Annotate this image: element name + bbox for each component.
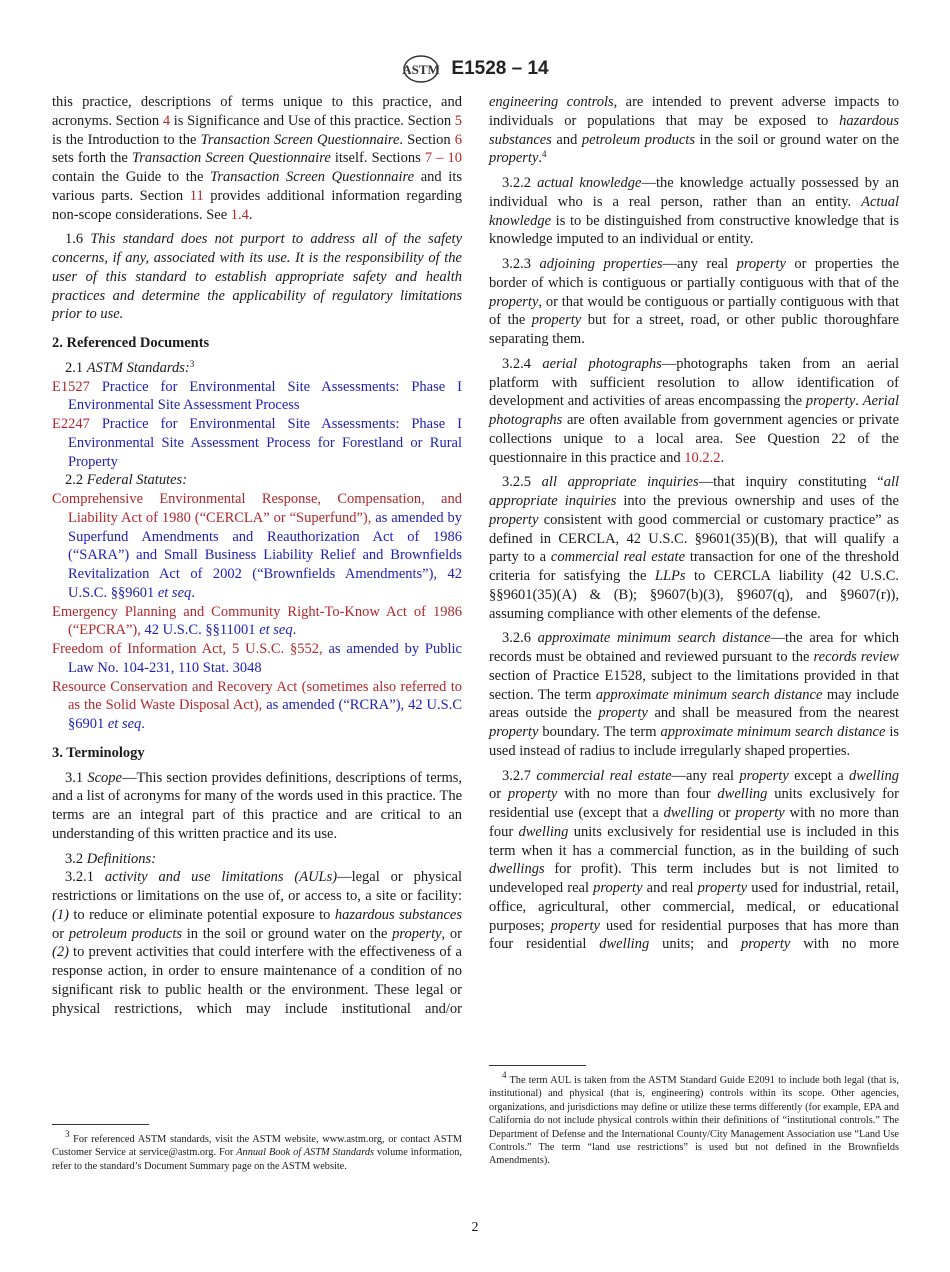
paragraph <box>489 473 899 623</box>
text-run: used for residential purposes that has more than four residential <box>489 917 899 953</box>
text-run: dwelling <box>717 786 768 803</box>
text-run: property <box>507 786 558 803</box>
footnote-divider <box>52 1124 149 1125</box>
reference-entry <box>52 490 462 603</box>
text-run: all appropriate inquiries <box>489 474 899 509</box>
footnote-4 <box>489 1070 899 1168</box>
paragraph <box>52 850 462 869</box>
text-run: ASTM Standards: <box>86 359 190 376</box>
text-run: units; and <box>649 936 741 953</box>
text-run: to CERCLA liability (42 U.S.C. §§9601(35)(A) & (B); §9607(b)(3), §9607(q), and §9607(r)), assuming compliance with other elements of the defense. <box>489 568 900 622</box>
paragraph <box>489 629 899 760</box>
text-run: engineering controls <box>489 94 614 110</box>
text-run: 3.2.7 <box>502 767 537 784</box>
text-run: and its various parts. Section <box>52 169 463 204</box>
text-run: or properties the border of which is contiguous or partially contiguous with that of the <box>489 256 900 291</box>
text-run: consistent with good commercial or customary practice” as defined in CERCLA, 42 U.S.C. §9601(35)(B), that will qualify a party to a <box>489 511 899 566</box>
reference-link[interactable]: et seq <box>259 622 293 639</box>
text-run: —photographs taken from an aerial platform with sufficient resolution to allow identification of development and activities of areas encompassing the <box>489 355 900 410</box>
text-run: sets forth the <box>52 150 132 167</box>
reference-link[interactable]: 10.2.2 <box>684 449 721 466</box>
text-run: property <box>531 312 582 329</box>
text-run: for profit). This term includes but is not limited to undeveloped real <box>489 861 899 896</box>
text-run: LLPs <box>654 568 686 584</box>
paragraph <box>52 868 462 1018</box>
text-run: activity and use limitations (AULs) <box>104 869 338 886</box>
text-run: except a <box>788 767 850 784</box>
reference-link[interactable]: 1.4 <box>230 206 249 223</box>
text-run: . Section <box>399 131 455 148</box>
text-run: Definitions: <box>86 850 157 867</box>
section-heading <box>52 744 462 763</box>
text-run: property <box>550 917 600 934</box>
page-header <box>0 54 950 86</box>
text-run: 3.2.3 <box>502 256 540 272</box>
footnote-divider <box>489 1065 586 1066</box>
paragraph <box>52 471 462 490</box>
text-run: 3.2.2 <box>502 175 538 191</box>
reference-link[interactable]: 11 <box>189 187 204 204</box>
reference-link[interactable]: 7 – 10 <box>424 150 462 167</box>
text-run: commercial real estate <box>536 767 672 784</box>
text-run: petroleum products <box>581 131 695 148</box>
reference-link[interactable]: . <box>141 716 145 732</box>
text-run: property <box>736 256 786 272</box>
text-run: property <box>489 293 539 310</box>
text-run: 3.2.6 <box>502 630 538 647</box>
text-run: approximate minimum search distance <box>537 630 771 647</box>
text-run: 3. Terminology <box>52 744 145 761</box>
reference-link[interactable]: as amended by Superfund Amendments and Reauthorization Act of 1986 (“SARA”) and Small Business Liability Relief and Brownfields Revitalization Act of 2002 (“Brownfields Amendments”), 42 U.S.C. §§9601 <box>68 509 462 601</box>
text-run: commercial real estate <box>550 549 686 566</box>
text-run: may include areas outside the <box>489 686 899 722</box>
text-run: dwellings <box>489 861 545 878</box>
text-run: is used instead of radius to include irregularly shaped properties. <box>489 724 900 759</box>
text-run: adjoining properties <box>539 256 663 272</box>
text-run: —the knowledge actually possessed by an individual who is a real person, rather than an entity. <box>489 175 899 210</box>
page-number: 2 <box>471 1220 479 1235</box>
text-run: and shall be measured from the nearest <box>647 705 899 722</box>
paragraph <box>52 230 462 324</box>
text-run: 3.2 <box>65 850 87 867</box>
text-run: Actual knowledge <box>489 193 899 229</box>
paragraph <box>489 174 899 249</box>
text-run: volume information, refer to the standard’s Document Summary page on the ASTM website. <box>52 1147 462 1172</box>
text-run: This standard does not purport to address all of the safety concerns, if any, associated with its use. It is the responsibility of the user of this standard to establish appropriate safety and health practices and determine the applicability of regulatory limitations prior to use. <box>52 231 462 323</box>
text-run: —the area for which records must be obtained and reviewed pursuant to the <box>489 630 899 665</box>
text-run: dwelling <box>599 936 650 953</box>
paragraph <box>52 769 462 844</box>
paragraph <box>489 767 899 955</box>
reference-entry <box>52 640 462 678</box>
text-run: , or <box>441 925 462 942</box>
text-run: 2. Referenced Documents <box>52 335 210 351</box>
text-run: this practice, descriptions of terms unique to this practice, and acronyms. Section <box>52 94 462 129</box>
text-run: are often available from government agencies or private collections unique to a local area. See Question 22 of the questionnaire in this practice and <box>489 412 899 466</box>
text-run: Transaction Screen Questionnaire <box>210 169 415 185</box>
reference-entry <box>52 603 462 641</box>
text-run: or <box>52 925 69 942</box>
reference-link[interactable]: et seq <box>157 584 192 601</box>
reference-link[interactable]: 6 <box>454 131 462 148</box>
text-run: property <box>805 393 856 410</box>
reference-link[interactable]: Freedom of Information Act, 5 U.S.C. §552, <box>52 641 323 657</box>
document-id: E1528 – 14 <box>451 58 549 79</box>
text-run: 2.1 <box>65 359 87 376</box>
paragraph <box>489 255 899 349</box>
reference-link[interactable]: as amended (“RCRA”), 42 U.S.C §6901 <box>68 697 463 732</box>
right-column <box>489 93 899 960</box>
text-run: Transaction Screen Questionnaire <box>200 131 400 148</box>
reference-link[interactable]: Resource Conservation and Recovery Act (sometimes also referred to as the Solid Waste Disposal Act), <box>52 678 462 714</box>
section-heading <box>52 334 462 353</box>
text-run: , are intended to prevent adverse impacts to individuals or populations that may be exposed to <box>489 94 900 129</box>
text-run: approximate minimum search distance <box>595 686 823 703</box>
reference-link[interactable]: E1527 <box>52 378 90 395</box>
text-run: . <box>855 393 863 410</box>
text-run: contain the Guide to the <box>52 169 211 185</box>
text-run: with no more than four <box>557 786 718 803</box>
text-run: 3.2.4 <box>502 355 543 372</box>
reference-link[interactable]: 42 U.S.C. §§11001 <box>140 622 260 639</box>
reference-link[interactable]: E2247 <box>52 416 90 432</box>
text-run: records review <box>813 649 899 665</box>
text-run: units exclusively for residential use (except that a <box>489 786 899 821</box>
text-run: and real <box>642 880 698 896</box>
text-run: . <box>720 449 725 466</box>
text-run: actual knowledge <box>537 175 642 191</box>
footnote-ref[interactable]: 3 <box>189 358 195 369</box>
text-run: aerial photographs <box>542 355 662 372</box>
paragraph <box>52 359 462 378</box>
left-column <box>52 93 462 1024</box>
text-run: property <box>740 936 791 953</box>
text-run: 3.2.5 <box>502 474 542 491</box>
text-run: or <box>489 786 508 803</box>
text-run: Annual Book of ASTM Standards <box>236 1147 374 1159</box>
reference-link[interactable]: . <box>191 584 195 601</box>
text-run: but for a street, road, or other public thoroughfare separating them. <box>489 312 899 347</box>
text-run: property <box>598 705 648 722</box>
text-run: is to be distinguished from constructive knowledge that is knowledge imputed to an individual or entity. <box>489 212 899 248</box>
text-run: property <box>489 724 539 740</box>
text-run: , or that would be contiguous or partially contiguous with that of the <box>489 293 899 329</box>
text-run: Transaction Screen Questionnaire <box>131 150 331 167</box>
reference-link[interactable]: 5 <box>454 112 462 129</box>
text-run: with no more than four <box>489 805 899 840</box>
text-run: (2) <box>52 944 69 961</box>
text-run: to prevent activities that could interfere with the effectiveness of a response action, in order to ensure maintenance of a condition of no significant risk to public health or the environment. These legal or physical restrictions, which may include institutional and/or <box>52 944 462 1017</box>
paragraph <box>52 93 462 224</box>
text-run: hazardous substances <box>334 906 462 923</box>
text-run: property <box>697 880 748 896</box>
reference-link[interactable]: et seq <box>107 716 142 732</box>
text-run: —any real <box>662 256 737 272</box>
text-run: section of Practice E1528, subject to the limitations provided in that section. The term <box>489 667 899 703</box>
text-run: For referenced ASTM standards, visit the ASTM website, www.astm.org, or contact ASTM Customer Service at service@astm.org. For <box>52 1134 462 1159</box>
footnote-ref[interactable]: 3 <box>65 1129 70 1139</box>
text-run: boundary. The term <box>538 724 661 740</box>
text-run: all appropriate inquiries <box>541 474 699 491</box>
text-run: 2.2 <box>65 472 87 489</box>
text-run: 3.1 <box>65 769 88 786</box>
text-run: units exclusively for residential use is included in this term when it has a commercial function, as in the building of such <box>489 823 899 859</box>
text-run: petroleum products <box>68 925 183 942</box>
footnote-ref[interactable]: 4 <box>502 1070 507 1080</box>
text-run: hazardous substances <box>489 112 899 148</box>
reference-link[interactable]: Practice for Environmental Site Assessments: Phase I Environmental Site Assessment Process <box>68 378 462 414</box>
text-run: —any real <box>671 767 740 784</box>
text-run: . <box>248 206 253 223</box>
footnote-ref[interactable]: 4 <box>542 149 547 160</box>
text-run: used for industrial, retail, office, agricultural, other commercial, medical, or educational purposes; <box>489 880 899 934</box>
text-run: (1) <box>52 906 69 923</box>
text-run: dwelling <box>663 805 714 821</box>
text-run: Scope <box>87 769 122 786</box>
text-run: is Significance and Use of this practice. Section <box>170 112 455 129</box>
text-run: property <box>735 805 785 821</box>
text-run: —that inquiry constituting “ <box>698 474 884 491</box>
reference-link[interactable]: Comprehensive Environmental Response, Compensation, and Liability Act of 1980 (“CERCLA” or “Superfund”), <box>52 491 462 526</box>
reference-link[interactable]: 4 <box>162 112 171 129</box>
text-run: 1.6 <box>65 231 91 248</box>
text-run: property <box>593 880 643 896</box>
text-run: and <box>551 131 582 148</box>
text-run: provides additional information regarding non-scope considerations. See <box>52 187 462 223</box>
text-run: Federal Statutes: <box>86 472 188 489</box>
paragraph <box>489 93 899 168</box>
text-run: itself. Sections <box>330 150 425 167</box>
reference-entry <box>52 378 462 416</box>
reference-link[interactable]: as amended by Public Law No. 104-231, 110 Stat. 3048 <box>68 641 462 676</box>
reference-link[interactable]: . <box>292 622 297 639</box>
text-run: 3.2.1 <box>65 869 105 886</box>
text-run: approximate minimum search distance <box>660 724 886 740</box>
text-run: dwelling <box>518 823 569 840</box>
reference-link[interactable]: Practice for Environmental Site Assessments: Phase I Environmental Site Assessment Process for Forestland or Rural Property <box>68 416 462 470</box>
footnote-3 <box>52 1129 462 1173</box>
text-run: —This section provides definitions, descriptions of terms, and a list of acronyms for many of the words used in this practice. The terms are an integral part of this practice and are critical to an understanding of this written practice and its use. <box>52 769 463 842</box>
text-run: to reduce or eliminate potential exposure to <box>68 906 335 923</box>
text-run: in the soil or ground water on the <box>694 131 900 148</box>
text-run: property <box>489 150 539 167</box>
text-run: with no more <box>790 936 899 953</box>
text-run: property <box>489 511 539 528</box>
text-run: . <box>538 150 543 167</box>
text-run: property <box>739 767 789 784</box>
reference-link[interactable]: Emergency Planning and Community Right-To-Know Act of 1986 (“EPCRA”), <box>52 603 462 639</box>
text-run: transaction for one of the threshold criteria for satisfying the <box>489 549 899 584</box>
text-run: Aerial photographs <box>489 393 899 428</box>
text-run: property <box>392 925 442 942</box>
text-run: The term AUL is taken from the ASTM Standard Guide E2091 to include both legal (that is, institutional) and physical (that is, engineering) controls within its scope. Other agencies, organizations, and jurisdictions may define or utilize these terms differently (for example, EPA and California do not include physical controls within their definitions of “institutional controls.” The Department of Defense and the International County/City Management Association use “Land Use Controls.” The term “land use restrictions” is used but not defined in the Brownfields Amendments). <box>489 1075 899 1167</box>
text-run: or <box>713 805 736 821</box>
reference-entry <box>52 678 462 734</box>
text-run: dwelling <box>849 767 899 784</box>
text-run: is the Introduction to the <box>52 131 201 148</box>
text-run: into the previous ownership and uses of the <box>616 493 899 509</box>
astm-logo-icon <box>401 54 441 84</box>
text-run: —legal or physical restrictions or limitations on the use of, or access to, a site or facility: <box>52 869 462 904</box>
svg-text:ASTM: ASTM <box>402 62 441 77</box>
paragraph <box>489 355 899 468</box>
text-run: in the soil or ground water on the <box>182 925 393 942</box>
reference-entry <box>52 415 462 471</box>
